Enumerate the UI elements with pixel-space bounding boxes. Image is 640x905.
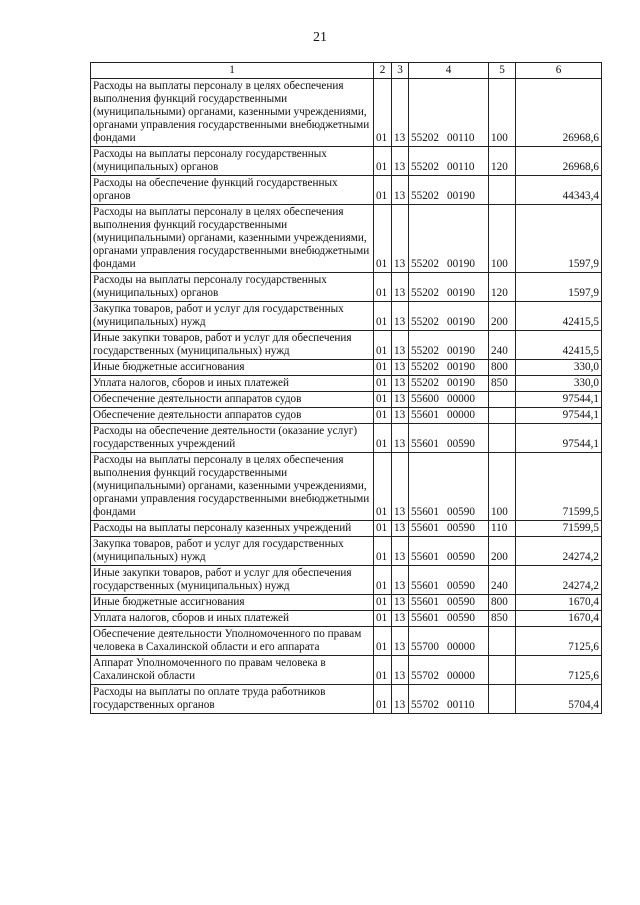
target-article-part-2: 00590 <box>446 580 475 592</box>
expense-type-cell: 100 <box>489 205 516 273</box>
table-row <box>91 453 602 521</box>
target-article-part-1: 55601 <box>411 551 439 563</box>
table-row <box>91 376 602 392</box>
subsection-code-cell: 13 <box>392 176 409 205</box>
amount-cell: 71599,5 <box>516 453 602 521</box>
amount-cell: 7125,6 <box>516 656 602 685</box>
amount-cell: 1670,4 <box>516 595 602 611</box>
subsection-code-cell: 13 <box>392 521 409 537</box>
expense-type-cell <box>489 627 516 656</box>
amount-cell: 1597,9 <box>516 273 602 302</box>
expense-name-cell: Расходы на выплаты персоналу государственных (муниципальных) органов <box>91 273 374 302</box>
target-article-part-1: 55202 <box>411 361 439 373</box>
target-article-part-1: 55601 <box>411 409 439 421</box>
expense-name-cell: Обеспечение деятельности аппаратов судов <box>91 392 374 408</box>
target-article-part-1: 55601 <box>411 522 439 534</box>
expense-name-cell: Иные закупки товаров, работ и услуг для обеспечения государственных (муниципальных) нужд <box>91 566 374 595</box>
table-row <box>91 205 602 273</box>
header-row <box>91 63 602 79</box>
target-article-part-2: 00590 <box>446 522 475 534</box>
table-row <box>91 302 602 331</box>
expense-type-cell: 240 <box>489 331 516 360</box>
target-article-cell <box>409 205 489 273</box>
header-col-3: 3 <box>392 63 409 79</box>
target-article-part-1: 55601 <box>411 612 439 624</box>
expense-name-cell: Расходы на выплаты по оплате труда работников государственных органов <box>91 685 374 714</box>
section-code-cell: 01 <box>374 566 392 595</box>
section-code-cell: 01 <box>374 453 392 521</box>
section-code-cell: 01 <box>374 627 392 656</box>
target-article-part-2: 00190 <box>446 258 475 270</box>
target-article-part-2: 00190 <box>446 287 475 299</box>
expense-name-cell: Закупка товаров, работ и услуг для государственных (муниципальных) нужд <box>91 302 374 331</box>
header-col-4: 4 <box>409 63 489 79</box>
subsection-code-cell: 13 <box>392 408 409 424</box>
subsection-code-cell: 13 <box>392 595 409 611</box>
target-article-cell <box>409 392 489 408</box>
section-code-cell: 01 <box>374 537 392 566</box>
target-article-part-1: 55202 <box>411 161 439 173</box>
expense-name-cell: Расходы на выплаты персоналу в целях обеспечения выполнения функций государственными (муниципальными) органами, казенными учреждениями, органами управления государственными внебюджетными фондами <box>91 453 374 521</box>
subsection-code-cell: 13 <box>392 205 409 273</box>
expense-type-cell: 800 <box>489 360 516 376</box>
section-code-cell: 01 <box>374 79 392 147</box>
amount-cell: 330,0 <box>516 376 602 392</box>
target-article-part-1: 55702 <box>411 699 439 711</box>
subsection-code-cell: 13 <box>392 302 409 331</box>
expense-name-cell: Расходы на выплаты персоналу казенных учреждений <box>91 521 374 537</box>
target-article-part-1: 55202 <box>411 377 439 389</box>
amount-cell: 97544,1 <box>516 424 602 453</box>
target-article-part-2: 00590 <box>446 551 475 563</box>
expense-name-cell: Расходы на выплаты персоналу государственных (муниципальных) органов <box>91 147 374 176</box>
target-article-part-2: 00190 <box>446 377 475 389</box>
header-col-1: 1 <box>91 63 374 79</box>
subsection-code-cell: 13 <box>392 627 409 656</box>
section-code-cell: 01 <box>374 331 392 360</box>
expense-name-cell: Обеспечение деятельности аппаратов судов <box>91 408 374 424</box>
expense-name-cell: Уплата налогов, сборов и иных платежей <box>91 376 374 392</box>
target-article-part-1: 55202 <box>411 190 439 202</box>
section-code-cell: 01 <box>374 595 392 611</box>
amount-cell: 71599,5 <box>516 521 602 537</box>
expense-type-cell: 240 <box>489 566 516 595</box>
amount-cell: 26968,6 <box>516 147 602 176</box>
target-article-part-2: 00110 <box>446 699 475 711</box>
expense-type-cell <box>489 424 516 453</box>
section-code-cell: 01 <box>374 521 392 537</box>
target-article-part-1: 55601 <box>411 596 439 608</box>
target-article-part-2: 00190 <box>446 190 475 202</box>
amount-cell: 97544,1 <box>516 392 602 408</box>
amount-cell: 42415,5 <box>516 331 602 360</box>
expense-type-cell: 850 <box>489 376 516 392</box>
subsection-code-cell: 13 <box>392 147 409 176</box>
target-article-part-2: 00110 <box>446 132 475 144</box>
expense-type-cell <box>489 176 516 205</box>
target-article-part-1: 55202 <box>411 258 439 270</box>
target-article-part-2: 00590 <box>446 612 475 624</box>
target-article-cell <box>409 685 489 714</box>
table-row <box>91 537 602 566</box>
expense-type-cell <box>489 656 516 685</box>
expense-type-cell: 120 <box>489 273 516 302</box>
target-article-cell <box>409 176 489 205</box>
header-col-6: 6 <box>516 63 602 79</box>
table-body <box>91 79 602 714</box>
target-article-part-1: 55601 <box>411 506 439 518</box>
expense-name-cell: Расходы на выплаты персоналу в целях обеспечения выполнения функций государственными (муниципальными) органами, казенными учреждениями, органами управления государственными внебюджетными фондами <box>91 205 374 273</box>
table-row <box>91 424 602 453</box>
target-article-cell <box>409 595 489 611</box>
target-article-cell <box>409 521 489 537</box>
amount-cell: 330,0 <box>516 360 602 376</box>
target-article-cell <box>409 424 489 453</box>
section-code-cell: 01 <box>374 376 392 392</box>
target-article-cell <box>409 79 489 147</box>
table-row <box>91 595 602 611</box>
subsection-code-cell: 13 <box>392 273 409 302</box>
expense-name-cell: Иные бюджетные ассигнования <box>91 360 374 376</box>
budget-table <box>90 62 602 714</box>
table-row <box>91 331 602 360</box>
section-code-cell: 01 <box>374 656 392 685</box>
target-article-part-2: 00190 <box>446 361 475 373</box>
target-article-part-1: 55202 <box>411 132 439 144</box>
subsection-code-cell: 13 <box>392 360 409 376</box>
expense-type-cell: 110 <box>489 521 516 537</box>
table-row <box>91 408 602 424</box>
target-article-cell <box>409 453 489 521</box>
target-article-part-1: 55601 <box>411 438 439 450</box>
subsection-code-cell: 13 <box>392 79 409 147</box>
subsection-code-cell: 13 <box>392 424 409 453</box>
expense-type-cell: 850 <box>489 611 516 627</box>
section-code-cell: 01 <box>374 360 392 376</box>
expense-name-cell: Аппарат Уполномоченного по правам человека в Сахалинской области <box>91 656 374 685</box>
expense-type-cell <box>489 408 516 424</box>
section-code-cell: 01 <box>374 205 392 273</box>
amount-cell: 5704,4 <box>516 685 602 714</box>
section-code-cell: 01 <box>374 685 392 714</box>
section-code-cell: 01 <box>374 392 392 408</box>
expense-type-cell: 800 <box>489 595 516 611</box>
target-article-cell <box>409 331 489 360</box>
expense-type-cell <box>489 685 516 714</box>
amount-cell: 42415,5 <box>516 302 602 331</box>
target-article-part-2: 00000 <box>446 641 475 653</box>
expense-type-cell <box>489 392 516 408</box>
table-row <box>91 611 602 627</box>
target-article-cell <box>409 627 489 656</box>
amount-cell: 44343,4 <box>516 176 602 205</box>
target-article-part-2: 00590 <box>446 596 475 608</box>
target-article-part-2: 00190 <box>446 345 475 357</box>
subsection-code-cell: 13 <box>392 392 409 408</box>
target-article-part-1: 55202 <box>411 316 439 328</box>
amount-cell: 7125,6 <box>516 627 602 656</box>
target-article-part-2: 00000 <box>446 393 475 405</box>
header-col-2: 2 <box>374 63 392 79</box>
section-code-cell: 01 <box>374 176 392 205</box>
target-article-part-2: 00190 <box>446 316 475 328</box>
target-article-part-2: 00000 <box>446 409 475 421</box>
expense-name-cell: Расходы на обеспечение деятельности (оказание услуг) государственных учреждений <box>91 424 374 453</box>
amount-cell: 1670,4 <box>516 611 602 627</box>
expense-name-cell: Иные закупки товаров, работ и услуг для обеспечения государственных (муниципальных) нужд <box>91 331 374 360</box>
expense-name-cell: Иные бюджетные ассигнования <box>91 595 374 611</box>
table-row <box>91 627 602 656</box>
section-code-cell: 01 <box>374 302 392 331</box>
expense-name-cell: Закупка товаров, работ и услуг для государственных (муниципальных) нужд <box>91 537 374 566</box>
target-article-cell <box>409 408 489 424</box>
table-row <box>91 685 602 714</box>
table-row <box>91 147 602 176</box>
amount-cell: 1597,9 <box>516 205 602 273</box>
table-row <box>91 176 602 205</box>
table-row <box>91 360 602 376</box>
amount-cell: 26968,6 <box>516 79 602 147</box>
page-number: 21 <box>313 30 327 45</box>
table-row <box>91 521 602 537</box>
subsection-code-cell: 13 <box>392 611 409 627</box>
section-code-cell: 01 <box>374 147 392 176</box>
target-article-cell <box>409 656 489 685</box>
table-row <box>91 392 602 408</box>
target-article-part-2: 00590 <box>446 438 475 450</box>
target-article-cell <box>409 611 489 627</box>
target-article-part-1: 55202 <box>411 287 439 299</box>
target-article-cell <box>409 376 489 392</box>
target-article-part-1: 55700 <box>411 641 439 653</box>
expense-name-cell: Уплата налогов, сборов и иных платежей <box>91 611 374 627</box>
target-article-part-1: 55601 <box>411 580 439 592</box>
expense-name-cell: Расходы на обеспечение функций государственных органов <box>91 176 374 205</box>
target-article-cell <box>409 360 489 376</box>
target-article-part-2: 00000 <box>446 670 475 682</box>
subsection-code-cell: 13 <box>392 656 409 685</box>
subsection-code-cell: 13 <box>392 453 409 521</box>
subsection-code-cell: 13 <box>392 537 409 566</box>
header-col-5: 5 <box>489 63 516 79</box>
expense-type-cell: 200 <box>489 537 516 566</box>
table-row <box>91 79 602 147</box>
expense-name-cell: Расходы на выплаты персоналу в целях обеспечения выполнения функций государственными (муниципальными) органами, казенными учреждениями, органами управления государственными внебюджетными фондами <box>91 79 374 147</box>
target-article-part-1: 55600 <box>411 393 439 405</box>
section-code-cell: 01 <box>374 424 392 453</box>
amount-cell: 24274,2 <box>516 537 602 566</box>
section-code-cell: 01 <box>374 273 392 302</box>
target-article-part-1: 55702 <box>411 670 439 682</box>
target-article-cell <box>409 147 489 176</box>
subsection-code-cell: 13 <box>392 331 409 360</box>
table-row <box>91 656 602 685</box>
subsection-code-cell: 13 <box>392 685 409 714</box>
amount-cell: 97544,1 <box>516 408 602 424</box>
target-article-part-2: 00590 <box>446 506 475 518</box>
subsection-code-cell: 13 <box>392 376 409 392</box>
amount-cell: 24274,2 <box>516 566 602 595</box>
expense-type-cell: 120 <box>489 147 516 176</box>
section-code-cell: 01 <box>374 408 392 424</box>
target-article-cell <box>409 537 489 566</box>
expense-type-cell: 100 <box>489 79 516 147</box>
table-row <box>91 273 602 302</box>
target-article-cell <box>409 302 489 331</box>
table-header <box>91 63 602 79</box>
subsection-code-cell: 13 <box>392 566 409 595</box>
target-article-part-2: 00110 <box>446 161 475 173</box>
table-row <box>91 566 602 595</box>
expense-name-cell: Обеспечение деятельности Уполномоченного по правам человека в Сахалинской области и его аппарата <box>91 627 374 656</box>
section-code-cell: 01 <box>374 611 392 627</box>
target-article-cell <box>409 273 489 302</box>
expense-type-cell: 100 <box>489 453 516 521</box>
expense-type-cell: 200 <box>489 302 516 331</box>
target-article-cell <box>409 566 489 595</box>
target-article-part-1: 55202 <box>411 345 439 357</box>
